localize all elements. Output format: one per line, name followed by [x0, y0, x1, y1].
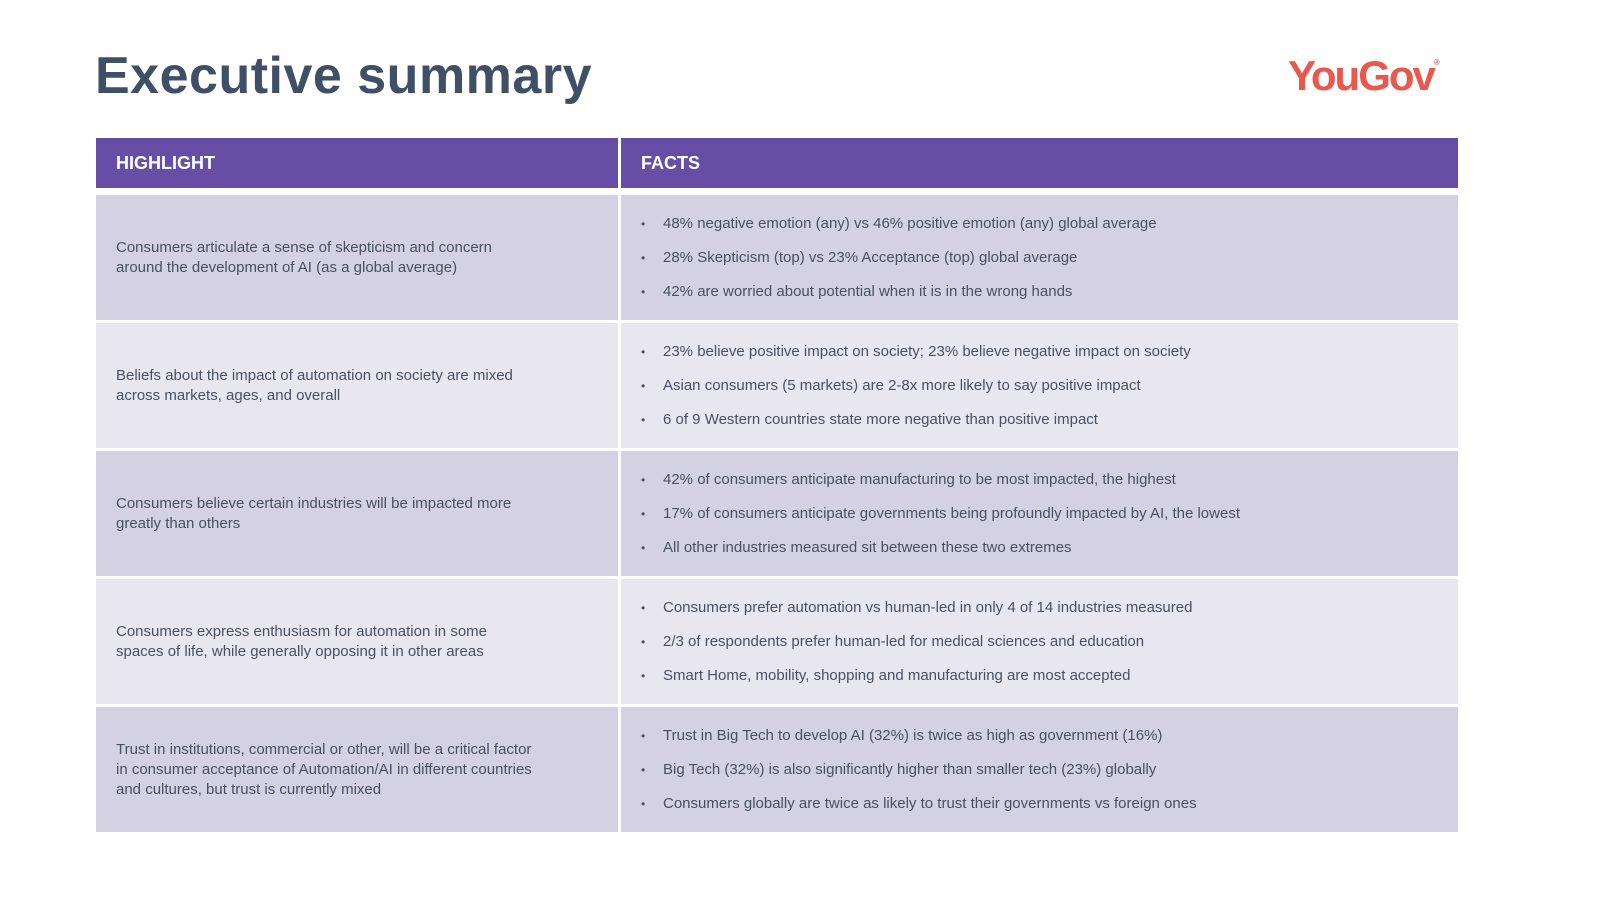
- fact-item: [641, 625, 1438, 659]
- fact-text: Asian consumers (5 markets) are 2-8x more likely to say positive impact: [663, 377, 1141, 394]
- fact-item: [641, 463, 1438, 497]
- bullet-icon: •: [641, 378, 646, 393]
- highlight-cell: [96, 579, 618, 704]
- fact-text: Trust in Big Tech to develop AI (32%) is twice as high as government (16%): [663, 727, 1163, 744]
- summary-table: [96, 138, 1458, 835]
- bullet-icon: •: [641, 472, 646, 487]
- table-row: [96, 451, 1458, 576]
- fact-text: Big Tech (32%) is also significantly higher than smaller tech (23%) globally: [663, 761, 1157, 778]
- facts-cell: [621, 323, 1458, 448]
- bullet-icon: •: [641, 668, 646, 683]
- fact-item: [641, 497, 1438, 531]
- logo-text: YouGov: [1288, 52, 1434, 99]
- highlight-cell: [96, 451, 618, 576]
- facts-cell: [621, 579, 1458, 704]
- table-row: [96, 323, 1458, 448]
- fact-text: 28% Skepticism (top) vs 23% Acceptance (top) global average: [663, 249, 1078, 266]
- highlight-text: Trust in institutions, commercial or other, will be a critical factor in consumer acceptance of Automation/AI in different countries and cultures, but trust is currently mixed: [116, 740, 532, 798]
- fact-item: [641, 207, 1438, 241]
- fact-item: [641, 275, 1438, 309]
- facts-cell: [621, 195, 1458, 320]
- fact-text: Consumers globally are twice as likely to trust their governments vs foreign ones: [663, 795, 1197, 812]
- registered-mark: ®: [1433, 58, 1440, 67]
- bullet-icon: •: [641, 216, 646, 231]
- fact-item: [641, 591, 1438, 625]
- fact-text: 42% of consumers anticipate manufacturing to be most impacted, the highest: [663, 471, 1176, 488]
- fact-text: 6 of 9 Western countries state more negative than positive impact: [663, 411, 1098, 428]
- table-row: [96, 195, 1458, 320]
- highlight-text: Beliefs about the impact of automation on society are mixed across markets, ages, and overall: [116, 366, 513, 404]
- highlight-text: Consumers believe certain industries will be impacted more greatly than others: [116, 494, 512, 532]
- bullet-icon: •: [641, 762, 646, 777]
- highlight-text: Consumers express enthusiasm for automation in some spaces of life, while generally opposing it in other areas: [116, 622, 488, 660]
- bullet-icon: •: [641, 728, 646, 743]
- table-row: [96, 579, 1458, 704]
- bullet-icon: •: [641, 540, 646, 555]
- yougov-logo: [1288, 52, 1440, 100]
- highlight-text: Consumers articulate a sense of skepticism and concern around the development of AI (as a global average): [116, 238, 493, 276]
- bullet-icon: •: [641, 344, 646, 359]
- fact-text: Consumers prefer automation vs human-led in only 4 of 14 industries measured: [663, 599, 1193, 616]
- fact-item: [641, 241, 1438, 275]
- fact-item: [641, 753, 1438, 787]
- bullet-icon: •: [641, 796, 646, 811]
- fact-item: [641, 403, 1438, 437]
- fact-item: [641, 719, 1438, 753]
- table-row: [96, 707, 1458, 832]
- bullet-icon: •: [641, 600, 646, 615]
- fact-text: Smart Home, mobility, shopping and manufacturing are most accepted: [663, 667, 1131, 684]
- fact-text: 48% negative emotion (any) vs 46% positive emotion (any) global average: [663, 215, 1157, 232]
- highlight-cell: [96, 195, 618, 320]
- fact-text: 42% are worried about potential when it is in the wrong hands: [663, 283, 1073, 300]
- facts-cell: [621, 451, 1458, 576]
- table-header: [96, 138, 1458, 188]
- fact-text: All other industries measured sit between these two extremes: [663, 539, 1072, 556]
- bullet-icon: •: [641, 412, 646, 427]
- highlight-cell: [96, 707, 618, 832]
- fact-text: 2/3 of respondents prefer human-led for medical sciences and education: [663, 633, 1145, 650]
- fact-item: [641, 531, 1438, 565]
- highlight-cell: [96, 323, 618, 448]
- bullet-icon: •: [641, 634, 646, 649]
- page-title: Executive summary: [95, 47, 592, 105]
- bullet-icon: •: [641, 506, 646, 521]
- fact-item: [641, 659, 1438, 693]
- fact-item: [641, 335, 1438, 369]
- fact-text: 17% of consumers anticipate governments being profoundly impacted by AI, the lowest: [663, 505, 1240, 522]
- column-header-highlight: HIGHLIGHT: [96, 138, 618, 188]
- facts-cell: [621, 707, 1458, 832]
- fact-item: [641, 369, 1438, 403]
- bullet-icon: •: [641, 284, 646, 299]
- fact-text: 23% believe positive impact on society; 23% believe negative impact on society: [663, 343, 1191, 360]
- column-header-facts: FACTS: [621, 138, 1458, 188]
- fact-item: [641, 787, 1438, 821]
- bullet-icon: •: [641, 250, 646, 265]
